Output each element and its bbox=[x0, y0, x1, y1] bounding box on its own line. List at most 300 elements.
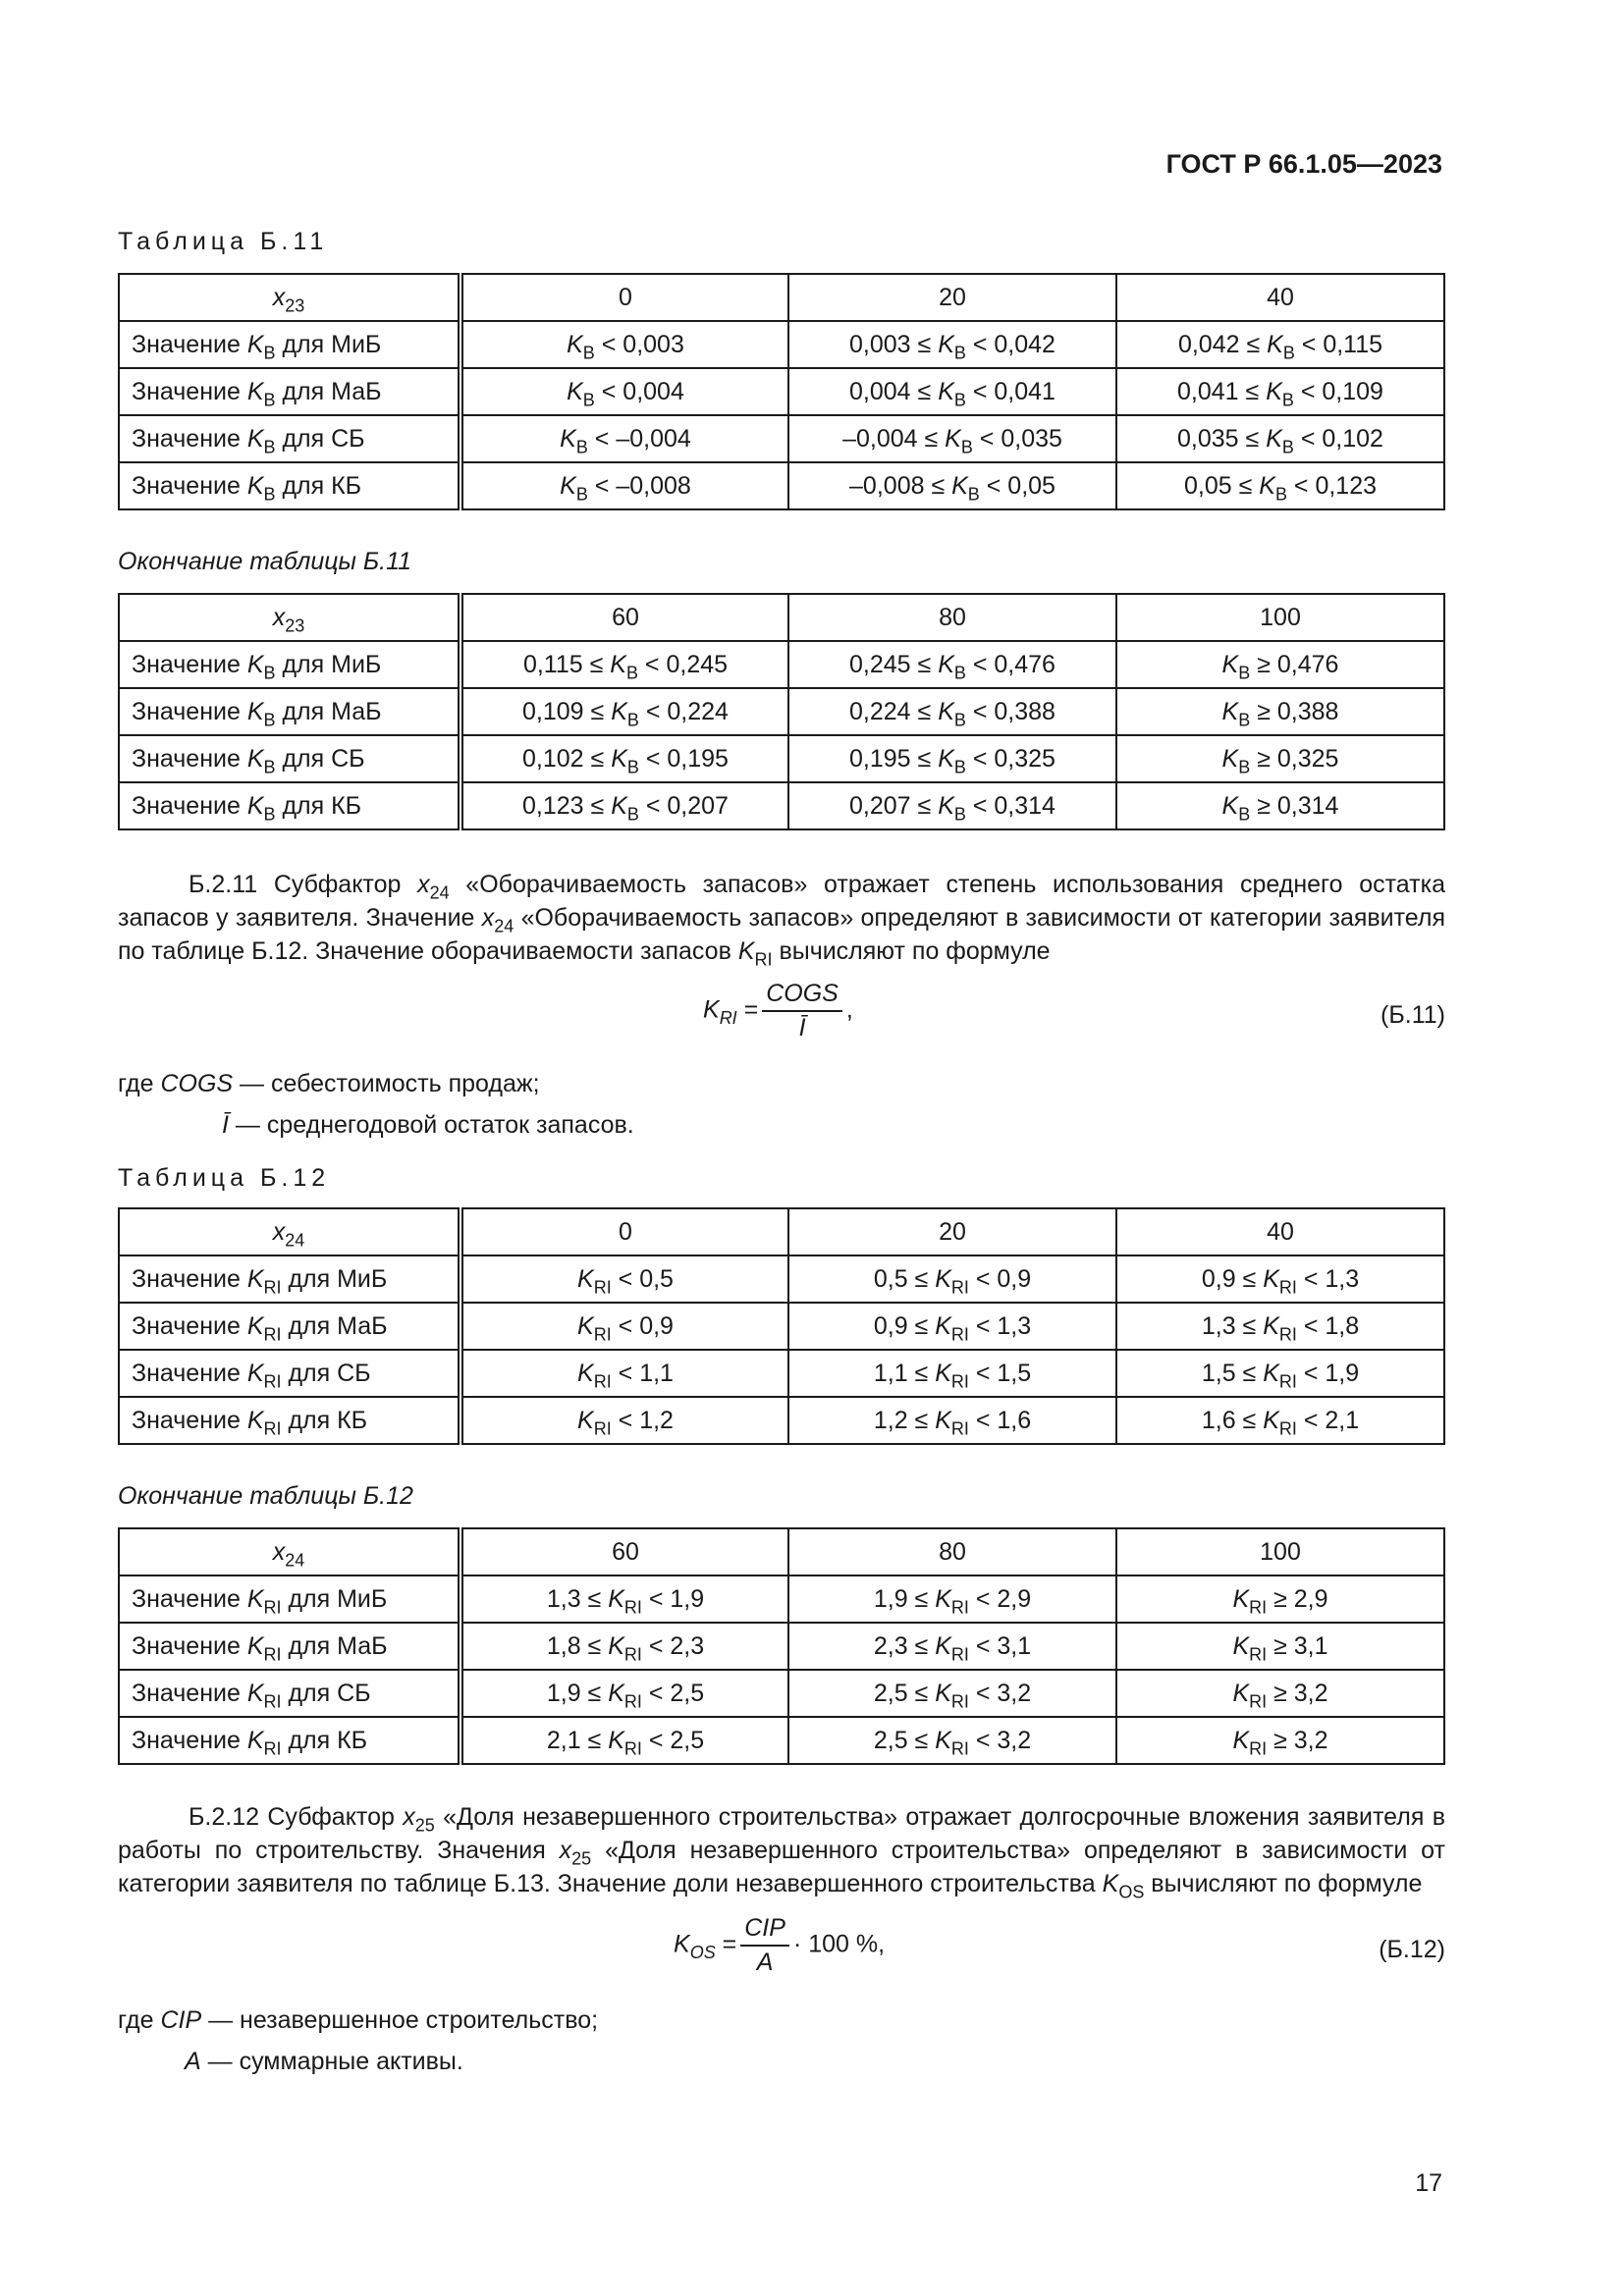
range-cell bbox=[1116, 1717, 1444, 1764]
variable: K bbox=[246, 1584, 264, 1613]
label-text: Значение bbox=[132, 1679, 247, 1707]
range-cell bbox=[788, 462, 1116, 509]
variable: K bbox=[935, 1631, 951, 1660]
variable: x bbox=[272, 1537, 286, 1566]
variable-subscript: RI bbox=[1249, 1596, 1268, 1617]
label-text: для МиБ bbox=[281, 1584, 388, 1613]
label-text: Значение bbox=[132, 471, 247, 500]
formula-lhs: K bbox=[674, 1930, 690, 1958]
range-lower: 0,035 ≤ bbox=[1177, 424, 1267, 453]
variable: K bbox=[567, 330, 583, 358]
range-upper: < 1,8 bbox=[1296, 1311, 1360, 1340]
range-lower: 1,2 ≤ bbox=[873, 1406, 936, 1434]
range-upper: < 1,5 bbox=[968, 1359, 1032, 1387]
label-text: для КБ bbox=[281, 1406, 368, 1434]
label-text: для КБ bbox=[281, 1726, 368, 1754]
where-symbol: A bbox=[185, 2048, 201, 2075]
table-row bbox=[119, 735, 1444, 782]
range-upper: < 0,115 bbox=[1294, 330, 1383, 358]
variable: K bbox=[246, 471, 264, 500]
variable-subscript: B bbox=[953, 342, 966, 362]
range-cell bbox=[1116, 415, 1444, 462]
range-cell bbox=[460, 1303, 788, 1350]
range-lower: 2,5 ≤ bbox=[873, 1726, 936, 1754]
range-upper: < –0,008 bbox=[587, 471, 691, 500]
label-text: для МаБ bbox=[275, 377, 382, 405]
variable: K bbox=[611, 697, 627, 725]
variable-subscript: OS bbox=[1118, 1882, 1145, 1902]
range-cell bbox=[460, 368, 788, 415]
row-label-cell bbox=[119, 368, 460, 415]
variable-subscript: 24 bbox=[285, 1549, 305, 1570]
variable: K bbox=[608, 1726, 624, 1754]
where-definition: — суммарные активы. bbox=[200, 2048, 463, 2075]
table-row bbox=[119, 1255, 1444, 1303]
range-lower: 2,1 ≤ bbox=[546, 1726, 609, 1754]
range-cell bbox=[1116, 368, 1444, 415]
variable-subscript: 25 bbox=[571, 1848, 592, 1869]
row-label-cell bbox=[119, 321, 460, 368]
variable: K bbox=[246, 650, 264, 678]
variable-subscript: B bbox=[967, 483, 980, 504]
variable-subscript: B bbox=[626, 803, 639, 824]
variable-subscript: RI bbox=[1249, 1737, 1268, 1758]
variable-subscript: B bbox=[960, 436, 973, 456]
variable-subscript: RI bbox=[950, 1276, 969, 1297]
variable-subscript: B bbox=[1238, 803, 1251, 824]
range-lower: 0,115 ≤ bbox=[522, 650, 611, 678]
variable: K bbox=[577, 1359, 594, 1387]
range-lower: 1,8 ≤ bbox=[546, 1631, 609, 1660]
label-text: для МаБ bbox=[275, 697, 382, 725]
variable: K bbox=[246, 1359, 264, 1387]
variable-subscript: RI bbox=[754, 949, 773, 970]
range-lower: 0,123 ≤ bbox=[522, 791, 612, 820]
variable-subscript: RI bbox=[623, 1690, 642, 1711]
where-definition: — незавершенное строительство; bbox=[201, 2006, 599, 2034]
variable-subscript: RI bbox=[263, 1417, 282, 1438]
range-upper: ≥ 3,2 bbox=[1267, 1726, 1328, 1754]
variable-subscript: 24 bbox=[285, 1229, 305, 1250]
label-text: для МиБ bbox=[281, 1264, 388, 1293]
header-cell: 20 bbox=[788, 274, 1116, 321]
range-upper: < 0,123 bbox=[1286, 471, 1378, 500]
row-label-cell bbox=[119, 462, 460, 509]
range-lower: 0,003 ≤ bbox=[849, 330, 939, 358]
where-line bbox=[222, 1111, 634, 1140]
table-header-row bbox=[119, 274, 1444, 321]
range-cell bbox=[460, 1575, 788, 1623]
range-cell bbox=[788, 321, 1116, 368]
label-text: Значение bbox=[132, 377, 247, 405]
range-upper: < 0,003 bbox=[594, 330, 684, 358]
range-cell bbox=[1116, 735, 1444, 782]
variable-subscript: B bbox=[582, 342, 595, 362]
paragraph-b2-12 bbox=[118, 1800, 1445, 1900]
range-lower: 1,5 ≤ bbox=[1201, 1359, 1264, 1387]
row-label-cell bbox=[119, 1670, 460, 1717]
variable: K bbox=[246, 697, 264, 725]
where-line bbox=[118, 1070, 540, 1098]
range-cell bbox=[788, 1575, 1116, 1623]
range-cell bbox=[788, 415, 1116, 462]
variable: K bbox=[1232, 1726, 1250, 1754]
formula-b11 bbox=[703, 980, 853, 1042]
variable: K bbox=[1266, 424, 1282, 453]
where-symbol: Ī bbox=[222, 1111, 229, 1139]
range-upper: < 0,314 bbox=[965, 791, 1056, 820]
standard-code: ГОСТ Р 66.1.05—2023 bbox=[1165, 149, 1442, 179]
range-upper: < 0,325 bbox=[965, 744, 1056, 773]
range-upper: < 2,5 bbox=[641, 1679, 705, 1707]
range-cell bbox=[1116, 688, 1444, 735]
variable: K bbox=[560, 424, 576, 453]
range-cell bbox=[788, 735, 1116, 782]
variable-subscript: B bbox=[953, 389, 966, 409]
variable: K bbox=[246, 424, 264, 453]
label-text: Значение bbox=[132, 791, 247, 820]
range-cell bbox=[1116, 1350, 1444, 1397]
table-row bbox=[119, 321, 1444, 368]
variable-subscript: B bbox=[575, 483, 588, 504]
range-upper: ≥ 0,325 bbox=[1250, 744, 1339, 773]
variable-subscript: RI bbox=[1278, 1323, 1297, 1344]
label-text: Значение bbox=[132, 1584, 247, 1613]
variable: K bbox=[246, 1631, 264, 1660]
variable-subscript: B bbox=[1238, 756, 1251, 776]
variable: K bbox=[938, 697, 954, 725]
range-cell bbox=[788, 1670, 1116, 1717]
variable: K bbox=[577, 1406, 594, 1434]
variable: K bbox=[1259, 471, 1275, 500]
where-line bbox=[118, 2006, 598, 2035]
table-caption: Окончание таблицы Б.11 bbox=[118, 548, 412, 575]
variable-subscript: RI bbox=[263, 1643, 282, 1664]
variable: K bbox=[938, 330, 954, 358]
variable-subscript: B bbox=[263, 483, 276, 504]
range-upper: < 1,9 bbox=[641, 1584, 705, 1613]
variable-subscript: B bbox=[263, 709, 276, 729]
variable: K bbox=[246, 744, 264, 773]
variable-subscript: B bbox=[1282, 342, 1295, 362]
variable: K bbox=[567, 377, 583, 405]
range-cell bbox=[1116, 1670, 1444, 1717]
variable-subscript: RI bbox=[1278, 1417, 1297, 1438]
variable: K bbox=[935, 1584, 951, 1613]
range-upper: < 0,035 bbox=[972, 424, 1062, 453]
label-text: для КБ bbox=[275, 471, 362, 500]
variable-subscript: RI bbox=[950, 1690, 969, 1711]
variable: K bbox=[938, 377, 954, 405]
paragraph-b2-11 bbox=[118, 868, 1445, 968]
range-lower: 0,195 ≤ bbox=[849, 744, 939, 773]
variable-subscript: B bbox=[263, 342, 276, 362]
variable: K bbox=[935, 1264, 951, 1293]
variable-subscript: B bbox=[263, 662, 276, 682]
header-variable-cell bbox=[119, 1208, 460, 1255]
label-text: Значение bbox=[132, 424, 247, 453]
table-b12 bbox=[118, 1207, 1445, 1445]
variable-subscript: B bbox=[1238, 709, 1251, 729]
header-cell: 40 bbox=[1116, 274, 1444, 321]
variable: x bbox=[403, 1803, 415, 1831]
range-upper: < 0,109 bbox=[1293, 377, 1383, 405]
table-caption: Таблица Б.12 bbox=[118, 1164, 331, 1192]
variable-subscript: RI bbox=[950, 1323, 969, 1344]
variable-subscript: RI bbox=[950, 1596, 969, 1617]
row-label-cell bbox=[119, 1255, 460, 1303]
variable: K bbox=[610, 650, 626, 678]
variable-subscript: RI bbox=[263, 1596, 282, 1617]
table-row bbox=[119, 1623, 1444, 1670]
variable-subscript: RI bbox=[950, 1370, 969, 1391]
variable: K bbox=[246, 1726, 264, 1754]
variable: K bbox=[577, 1311, 594, 1340]
range-cell bbox=[1116, 1623, 1444, 1670]
paragraph-text: вычисляют по формуле bbox=[772, 937, 1051, 965]
range-cell bbox=[788, 1397, 1116, 1444]
range-upper: < 1,9 bbox=[1296, 1359, 1360, 1387]
row-label-cell bbox=[119, 1623, 460, 1670]
variable-subscript: 24 bbox=[494, 916, 514, 936]
variable-subscript: RI bbox=[1249, 1643, 1268, 1664]
variable: K bbox=[935, 1311, 951, 1340]
variable-subscript: B bbox=[1281, 436, 1294, 456]
variable-subscript: RI bbox=[263, 1737, 282, 1758]
variable-subscript: RI bbox=[263, 1323, 282, 1344]
range-upper: < 1,6 bbox=[968, 1406, 1032, 1434]
row-label-cell bbox=[119, 641, 460, 688]
range-lower: 0,5 ≤ bbox=[873, 1264, 936, 1293]
range-cell bbox=[460, 782, 788, 829]
range-upper: < 2,1 bbox=[1296, 1406, 1360, 1434]
range-upper: ≥ 3,2 bbox=[1267, 1679, 1328, 1707]
range-cell bbox=[460, 321, 788, 368]
range-lower: 0,109 ≤ bbox=[522, 697, 612, 725]
table-row bbox=[119, 688, 1444, 735]
range-cell bbox=[1116, 1575, 1444, 1623]
fraction bbox=[740, 1914, 789, 1977]
range-cell bbox=[460, 688, 788, 735]
range-cell bbox=[788, 1717, 1116, 1764]
table-caption: Таблица Б.11 bbox=[118, 228, 329, 255]
range-upper: < 0,042 bbox=[965, 330, 1056, 358]
label-text: Значение bbox=[132, 1311, 247, 1340]
row-label-cell bbox=[119, 1717, 460, 1764]
fraction bbox=[762, 980, 842, 1042]
range-upper: < 0,207 bbox=[638, 791, 729, 820]
label-text: Значение bbox=[132, 650, 247, 678]
row-label-cell bbox=[119, 1575, 460, 1623]
table-row bbox=[119, 1350, 1444, 1397]
label-text: Значение bbox=[132, 1631, 247, 1660]
range-lower: 2,3 ≤ bbox=[873, 1631, 936, 1660]
variable: K bbox=[1266, 377, 1282, 405]
range-lower: 0,9 ≤ bbox=[873, 1311, 936, 1340]
range-cell bbox=[460, 1397, 788, 1444]
range-lower: 0,224 ≤ bbox=[849, 697, 939, 725]
variable: x bbox=[272, 283, 286, 311]
range-upper: < 0,5 bbox=[611, 1264, 674, 1293]
variable-subscript: RI bbox=[623, 1737, 642, 1758]
range-cell bbox=[1116, 1255, 1444, 1303]
variable-subscript: RI bbox=[623, 1596, 642, 1617]
label-text: для СБ bbox=[275, 744, 365, 773]
range-cell bbox=[788, 1350, 1116, 1397]
range-upper: < 1,3 bbox=[1296, 1264, 1360, 1293]
header-cell: 100 bbox=[1116, 594, 1444, 641]
variable: K bbox=[246, 1311, 264, 1340]
range-lower: –0,004 ≤ bbox=[842, 424, 946, 453]
variable: K bbox=[246, 791, 264, 820]
header-cell: 60 bbox=[460, 594, 788, 641]
range-cell bbox=[788, 641, 1116, 688]
variable-subscript: B bbox=[626, 709, 639, 729]
header-variable-cell bbox=[119, 1528, 460, 1575]
variable: K bbox=[246, 377, 264, 405]
variable: K bbox=[560, 471, 576, 500]
paragraph-text: Б.2.12 Субфактор bbox=[189, 1803, 404, 1831]
table-row bbox=[119, 462, 1444, 509]
variable: K bbox=[1232, 1631, 1250, 1660]
table-header-row bbox=[119, 1208, 1444, 1255]
variable-subscript: B bbox=[953, 803, 966, 824]
range-lower: 0,102 ≤ bbox=[522, 744, 612, 773]
range-upper: < 0,224 bbox=[638, 697, 729, 725]
range-cell bbox=[788, 688, 1116, 735]
range-lower: 0,245 ≤ bbox=[849, 650, 939, 678]
range-upper: < 0,476 bbox=[965, 650, 1056, 678]
range-upper: < 0,195 bbox=[638, 744, 729, 773]
table-row bbox=[119, 1303, 1444, 1350]
where-definition: — себестоимость продаж; bbox=[233, 1070, 540, 1097]
label-text: Значение bbox=[132, 330, 247, 358]
range-lower: 1,1 ≤ bbox=[873, 1359, 936, 1387]
range-cell bbox=[460, 641, 788, 688]
range-upper: < 0,9 bbox=[611, 1311, 674, 1340]
paragraph-text: «Оборачиваемость запасов» отражает степень использования среднего остатка запасов у заявителя. Значение bbox=[118, 871, 1445, 932]
variable-subscript: RI bbox=[593, 1276, 612, 1297]
paragraph-text: «Оборачиваемость запасов» определяют в зависимости от категории заявителя по таблице Б.12. Значение оборачиваемости запасов bbox=[118, 904, 1445, 965]
range-upper: < 0,388 bbox=[965, 697, 1056, 725]
variable-subscript: B bbox=[1238, 662, 1251, 682]
formula-number: (Б.11) bbox=[1380, 1001, 1445, 1029]
variable: K bbox=[1221, 791, 1239, 820]
range-upper: < 1,3 bbox=[968, 1311, 1032, 1340]
variable: K bbox=[577, 1264, 594, 1293]
range-cell bbox=[460, 415, 788, 462]
label-text: для МиБ bbox=[275, 330, 382, 358]
variable-subscript: 23 bbox=[285, 294, 305, 315]
table-row bbox=[119, 782, 1444, 829]
formula-b12 bbox=[674, 1914, 885, 1977]
table-header-row bbox=[119, 594, 1444, 641]
equals-sign: = bbox=[736, 995, 759, 1024]
header-cell: 0 bbox=[460, 274, 788, 321]
variable: x bbox=[272, 1217, 286, 1246]
range-lower: –0,008 ≤ bbox=[849, 471, 952, 500]
range-upper: < 2,9 bbox=[968, 1584, 1032, 1613]
variable-subscript: B bbox=[263, 803, 276, 824]
variable: K bbox=[938, 791, 954, 820]
variable-subscript: RI bbox=[623, 1643, 642, 1664]
range-cell bbox=[1116, 782, 1444, 829]
variable-subscript: RI bbox=[1278, 1370, 1297, 1391]
variable: x bbox=[481, 904, 495, 932]
table-row bbox=[119, 368, 1444, 415]
numerator: COGS bbox=[762, 980, 842, 1012]
variable: K bbox=[935, 1726, 951, 1754]
range-upper: < 0,05 bbox=[979, 471, 1056, 500]
variable-subscript: RI bbox=[593, 1417, 612, 1438]
range-lower: 1,6 ≤ bbox=[1201, 1406, 1264, 1434]
variable-subscript: RI bbox=[1278, 1276, 1297, 1297]
variable-subscript: RI bbox=[593, 1323, 612, 1344]
variable-subscript: B bbox=[1281, 389, 1294, 409]
header-cell: 0 bbox=[460, 1208, 788, 1255]
label-text: Значение bbox=[132, 1406, 247, 1434]
variable: K bbox=[1263, 1359, 1279, 1387]
label-text: Значение bbox=[132, 1264, 247, 1293]
variable: K bbox=[246, 1264, 264, 1293]
range-upper: < 0,245 bbox=[637, 650, 729, 678]
range-upper: ≥ 2,9 bbox=[1267, 1584, 1328, 1613]
equals-sign: = bbox=[715, 1930, 737, 1958]
variable: K bbox=[1267, 330, 1283, 358]
range-cell bbox=[460, 735, 788, 782]
variable: K bbox=[1263, 1406, 1279, 1434]
variable-subscript: B bbox=[263, 756, 276, 776]
label-text: для МаБ bbox=[281, 1631, 388, 1660]
row-label-cell bbox=[119, 1350, 460, 1397]
range-cell bbox=[1116, 641, 1444, 688]
range-cell bbox=[788, 1303, 1116, 1350]
formula-lhs-subscript: OS bbox=[689, 1942, 716, 1962]
row-label-cell bbox=[119, 1397, 460, 1444]
variable: K bbox=[737, 937, 755, 965]
variable: x bbox=[417, 871, 430, 898]
where-symbol: CIP bbox=[160, 2006, 202, 2034]
variable: K bbox=[1221, 744, 1239, 773]
table-header-row bbox=[119, 1528, 1444, 1575]
variable-subscript: RI bbox=[263, 1690, 282, 1711]
range-cell bbox=[1116, 1397, 1444, 1444]
variable: K bbox=[1102, 1870, 1119, 1897]
range-lower: 1,9 ≤ bbox=[873, 1584, 936, 1613]
paragraph-text: «Доля незавершенного строительства» определяют в зависимости от категории заявителя по таблице Б.13. Значение доли незавершенного строительства bbox=[118, 1837, 1445, 1897]
variable-subscript: B bbox=[626, 756, 639, 776]
variable-subscript: B bbox=[263, 389, 276, 409]
table-b12-continuation bbox=[118, 1527, 1445, 1765]
page-number: 17 bbox=[1415, 2169, 1442, 2197]
label-text: для КБ bbox=[275, 791, 362, 820]
range-upper: < 2,3 bbox=[641, 1631, 705, 1660]
row-label-cell bbox=[119, 735, 460, 782]
header-cell: 20 bbox=[788, 1208, 1116, 1255]
row-label-cell bbox=[119, 782, 460, 829]
header-variable-cell bbox=[119, 274, 460, 321]
variable-subscript: B bbox=[953, 756, 966, 776]
range-lower: 0,207 ≤ bbox=[849, 791, 939, 820]
variable-subscript: RI bbox=[950, 1417, 969, 1438]
header-cell: 60 bbox=[460, 1528, 788, 1575]
variable: K bbox=[246, 330, 264, 358]
variable: K bbox=[611, 791, 627, 820]
variable-subscript: RI bbox=[950, 1643, 969, 1664]
denominator: A bbox=[756, 1949, 774, 1976]
where-prefix: где bbox=[118, 2006, 161, 2034]
range-cell bbox=[1116, 462, 1444, 509]
